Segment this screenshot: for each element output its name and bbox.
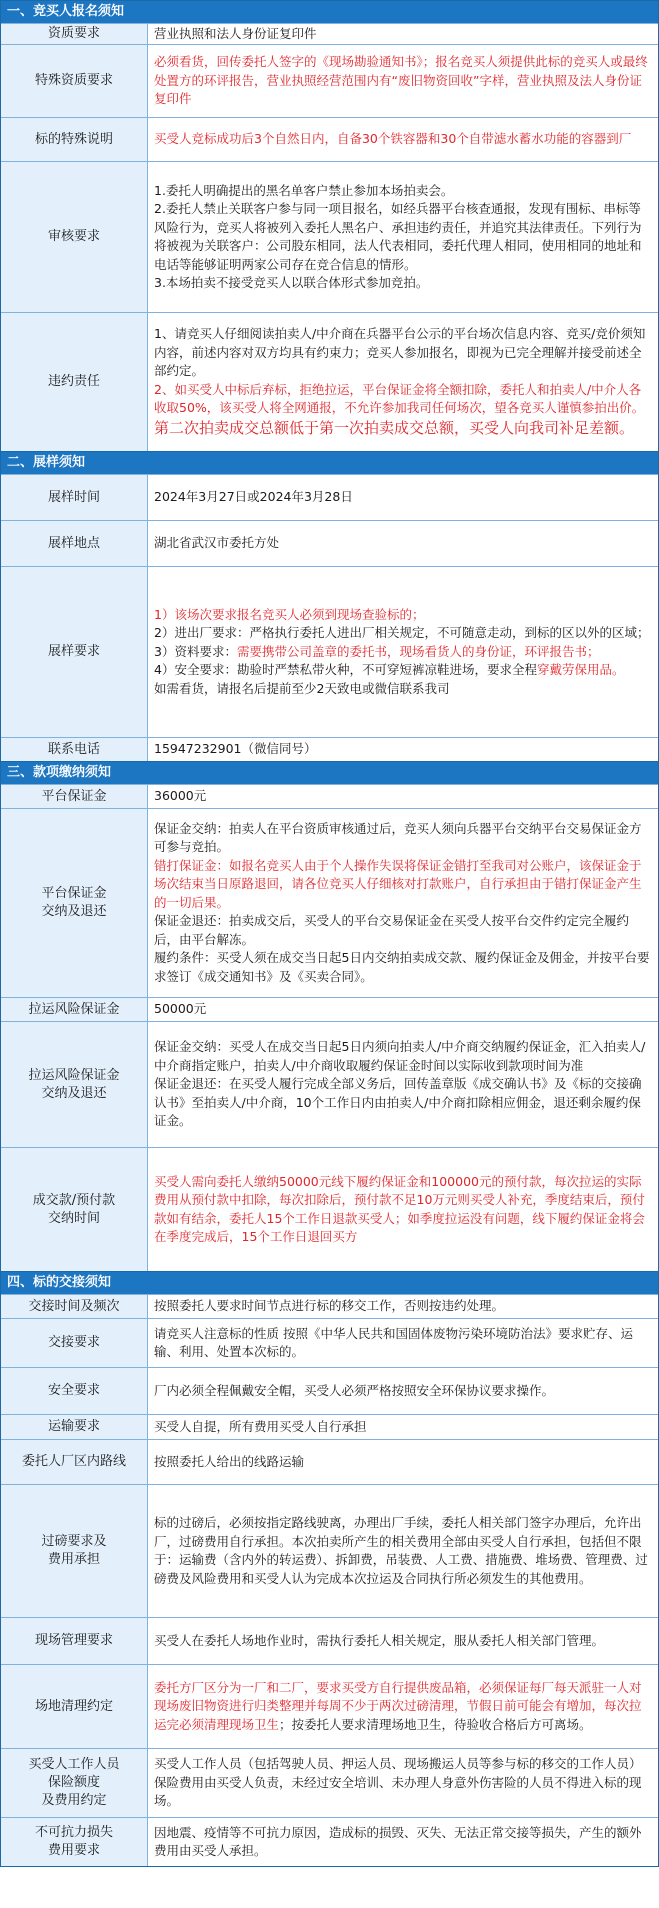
row-phone [1,737,658,761]
value-review [148,162,658,312]
label-handover-time: 交接时间及频次 [1,1295,148,1318]
view-req-line-2: 2）进出厂要求：严格执行委托人进出厂相关规定，不可随意走动，到标的区以外的区域； [154,625,650,641]
value-special-note: 买受人竞标成功后3个自然日内，自备30个铁容器和30个自带滤水蓄水功能的容器到厂 [154,131,632,147]
row-haul-refund [1,1021,658,1147]
row-special-note [1,117,658,161]
label-safety: 安全要求 [1,1368,148,1414]
row-weighing [1,1484,658,1617]
review-line-2: 2.委托人禁止关联客户参与同一项目报名，如经兵器平台核查通报，发现有围标、串标等风险行为，竞买人将被列入委托人黑名户、承担违约责任，并追究其法律责任。下列行为将被视为关联客户：公司股东相同，法人代表相同，委托代理人相同，使用相同的地址和电话等能够证明两家公司存在竞合信息的情形。 [154,201,642,272]
label-site-management: 现场管理要求 [1,1618,148,1664]
value-site-management: 买受人在委托人场地作业时，需执行委托人相关规定，服从委托人相关部门管理。 [154,1632,605,1648]
value-haul-refund [148,1022,658,1147]
view-req-line-1: 1）该场次要求报名竞买人必须到现场查验标的； [154,606,425,622]
deposit-wrong-para: 错打保证金：如报名竞买人由于个人操作失误将保证金错打至我司对公账户，该保证金于场次结束当日原路退回，请各位竞买人仔细核对打款账户，自行承担由于错打保证金产生的一切后果。 [154,857,642,910]
value-handover-req: 请竞买人注意标的性质 按照《中华人民共和国固体废物污染环境防治法》要求贮存、运输、利用、处置本次标的。 [154,1325,633,1359]
label-qualification: 资质要求 [1,24,148,44]
label-cleanup: 场地清理约定 [1,1665,148,1748]
value-special-qualification: 必须看货，回传委托人签字的《现场勘验通知书》；报名竞买人须提供此标的竞买人或最终处置方的环评报告，营业执照经营范围内有“废旧物资回收”字样，营业执照及法人身份证复印件 [154,54,648,107]
review-line-1: 1.委托人明确提出的黑名单客户禁止参加本场拍卖会。 [154,182,454,198]
value-transport: 买受人自提，所有费用买受人自行承担 [154,1418,367,1434]
label-special-note: 标的特殊说明 [1,118,148,161]
row-site-management [1,1617,658,1664]
label-payment-time-line2: 交纳时间 [47,1210,100,1226]
label-phone: 联系电话 [1,738,148,761]
cleanup-red-text: 委托方厂区分为一厂和二厂，要求买受方自行提供废品箱，必须保证每厂每天派驻一人对现场废旧物资进行归类整理并每周不少于两次过磅清理，节假日前可能会有增加，每次拉运完必须清理现场卫生 [154,1679,642,1732]
value-cleanup [148,1665,658,1748]
label-platform-deposit: 平台保证金 [1,785,148,808]
row-qualification [1,23,658,44]
haul-refund-para: 保证金退还：在买受人履行完成全部义务后，回传盖章版《成交确认书》及《标的交接确认书》至拍卖人/中介商，10个工作日内由拍卖人/中介商扣除相应佣金，退还剩余履约保证金。 [154,1076,642,1129]
label-deposit-refund-line2: 交纳及退还 [41,904,107,919]
row-payment-time [1,1147,658,1271]
label-payment-time [1,1148,148,1271]
label-transport: 运输要求 [1,1415,148,1439]
value-deposit-refund [148,809,658,997]
row-view-time [1,474,658,520]
value-view-time: 2024年3月27日或2024年3月28日 [154,489,353,505]
value-haul-deposit: 50000元 [154,1001,207,1017]
row-cleanup [1,1664,658,1748]
label-insurance-line1: 买受人工作人员 [28,1757,120,1772]
haul-payment-para: 保证金交纳：买受人在成交当日起5日内须向拍卖人/中介商交纳履约保证金，汇入拍卖人/中介商指定账户，拍卖人/中介商收取履约保证金时间以实际收到款项时间为准 [154,1039,646,1073]
row-force-majeure [1,1817,658,1866]
section-header-handover: 四、标的交接须知 [1,1271,658,1294]
label-view-time: 展样时间 [1,475,148,520]
label-special-qualification: 特殊资质要求 [1,45,148,117]
label-weighing-line2: 费用承担 [47,1552,100,1567]
label-haul-deposit: 拉运风险保证金 [1,998,148,1021]
value-view-place: 湖北省武汉市委托方处 [154,535,280,551]
value-force-majeure: 因地震、疫情等不可抗力原因，造成标的损毁、灭失、无法正常交接等损失，产生的额外费用由买受人承担。 [154,1824,642,1858]
deposit-payment-para: 保证金交纳：拍卖人在平台资质审核通过后，竞买人须向兵器平台交纳平台交易保证金方可参与竞拍。 [154,820,642,855]
breach-para-1: 1、请竞买人仔细阅读拍卖人/中介商在兵器平台公示的平台场次信息内容、竞买/竞价须知内容，前述内容对双方均具有约束力；竞买人参加报名，即视为已完全理解并接受前述全部约定。 [154,326,646,379]
row-route [1,1439,658,1484]
view-req-line-4: 4）安全要求：勘验时严禁私带火种，不可穿短裤凉鞋进场，要求全程 [154,662,537,678]
section-header-payment: 三、款项缴纳须知 [1,761,658,784]
row-platform-deposit [1,784,658,808]
row-handover-req [1,1318,658,1367]
row-breach [1,312,658,451]
value-qualification: 营业执照和法人身份证复印件 [154,25,317,41]
value-handover-time: 按照委托人要求时间节点进行标的移交工作，否则按违约处理。 [154,1298,505,1314]
label-view-place: 展样地点 [1,521,148,566]
row-view-requirements [1,566,658,737]
row-deposit-refund [1,808,658,997]
label-route: 委托人厂区内路线 [1,1440,148,1484]
label-insurance-line3: 及费用约定 [41,1793,107,1808]
value-insurance: 买受人工作人员（包括驾驶人员、押运人员、现场搬运人员等参与标的移交的工作人员）保险费用由买受人负责，未经过安全培训、未办理人身意外伤害险的人员不得进入标的现场。 [154,1756,642,1809]
label-weighing-line1: 过磅要求及 [41,1534,107,1549]
review-line-3: 3.本场拍卖不接受竞买人以联合体形式参加竞拍。 [154,275,429,290]
row-handover-time [1,1294,658,1318]
view-req-line-3-label: 3）资料要求： [154,643,237,659]
section-header-registration: 一、竞买人报名须知 [1,0,658,23]
row-transport [1,1414,658,1439]
row-review [1,161,658,312]
label-breach: 违约责任 [1,313,148,451]
breach-para-3: 第二次拍卖成交总额低于第一次拍卖成交总额，买受人向我司补足差额。 [154,418,635,437]
view-req-line-4-red: 穿戴劳保用品。 [536,662,625,678]
value-weighing: 标的过磅后，必须按指定路线驶离，办理出厂手续，委托人相关部门签字办理后，允许出厂，过磅费用自行承担。本次拍卖所产生的相关费用全部由买受人自行承担，包括但不限于：运输费（含内外的转运费）、拆卸费，吊装费、人工费、措施费、堆场费、管理费、过磅费及风险费用和买受人认为完成本次拉运及合同执行所必须发生的其他费用。 [154,1515,648,1586]
label-force-majeure-line2: 费用要求 [47,1843,100,1858]
breach-para-2: 2、如买受人中标后弃标，拒绝拉运，平台保证金将全额扣除，委托人和拍卖人/中介人各收取50%，该买受人将全网通报，不允许参加我司任何场次，望各竞买人谨慎参拍出价。 [154,381,645,416]
value-view-requirements [148,567,658,737]
label-review: 审核要求 [1,162,148,312]
value-breach [148,313,658,451]
section-header-viewing: 二、展样须知 [1,451,658,474]
label-force-majeure [1,1818,148,1866]
label-deposit-refund [1,809,148,997]
value-phone: 15947232901（微信同号） [154,741,317,757]
row-special-qualification [1,44,658,117]
view-req-line-5: 如需看货，请报名后提前至少2天致电或微信联系我司 [154,680,450,696]
row-view-place [1,520,658,566]
label-deposit-refund-line1: 平台保证金 [41,886,107,901]
label-view-requirements: 展样要求 [1,567,148,737]
view-req-line-3-text: 需要携带公司盖章的委托书，现场看货人的身份证，环评报告书； [236,643,600,659]
label-haul-refund-line2: 交纳及退还 [41,1085,107,1101]
cleanup-black-text: ；按委托人要求清理场地卫生，待验收合格后方可离场。 [279,1716,592,1732]
label-weighing [1,1485,148,1617]
row-safety [1,1367,658,1414]
label-haul-refund [1,1022,148,1147]
row-haul-deposit [1,997,658,1021]
label-haul-refund-line1: 拉运风险保证金 [28,1067,120,1083]
label-force-majeure-line1: 不可抗力损失 [34,1825,113,1840]
label-insurance [1,1749,148,1817]
value-route: 按照委托人给出的线路运输 [154,1453,305,1469]
value-payment-time: 买受人需向委托人缴纳50000元线下履约保证金和100000元的预付款，每次拉运的实际费用从预付款中扣除，每次扣除后，预付款不足10万元则买受人补充，季度结束后，预付款如有结余，委托人15个工作日退款买受人；如季度拉运没有问题，线下履约保证金将会在季度完成后，15个工作日退回买方 [154,1173,645,1244]
deposit-refund-para: 保证金退还：拍卖成交后，买受人的平台交易保证金在买受人按平台交件约定完全履约后，由平台解冻。 [154,913,630,947]
value-platform-deposit: 36000元 [154,788,207,804]
deposit-condition-para: 履约条件：买受人须在成交当日起5日内交纳拍卖成交款、履约保证金及佣金，并按平台要求签订《成交通知书》及《买卖合同》。 [154,950,650,984]
label-handover-req: 交接要求 [1,1319,148,1367]
row-insurance [1,1748,658,1817]
label-payment-time-line1: 成交款/预付款 [32,1192,116,1208]
label-insurance-line2: 保险额度 [47,1775,100,1790]
value-safety: 厂内必须全程佩戴安全帽，买受人必须严格按照安全环保协议要求操作。 [154,1382,555,1398]
